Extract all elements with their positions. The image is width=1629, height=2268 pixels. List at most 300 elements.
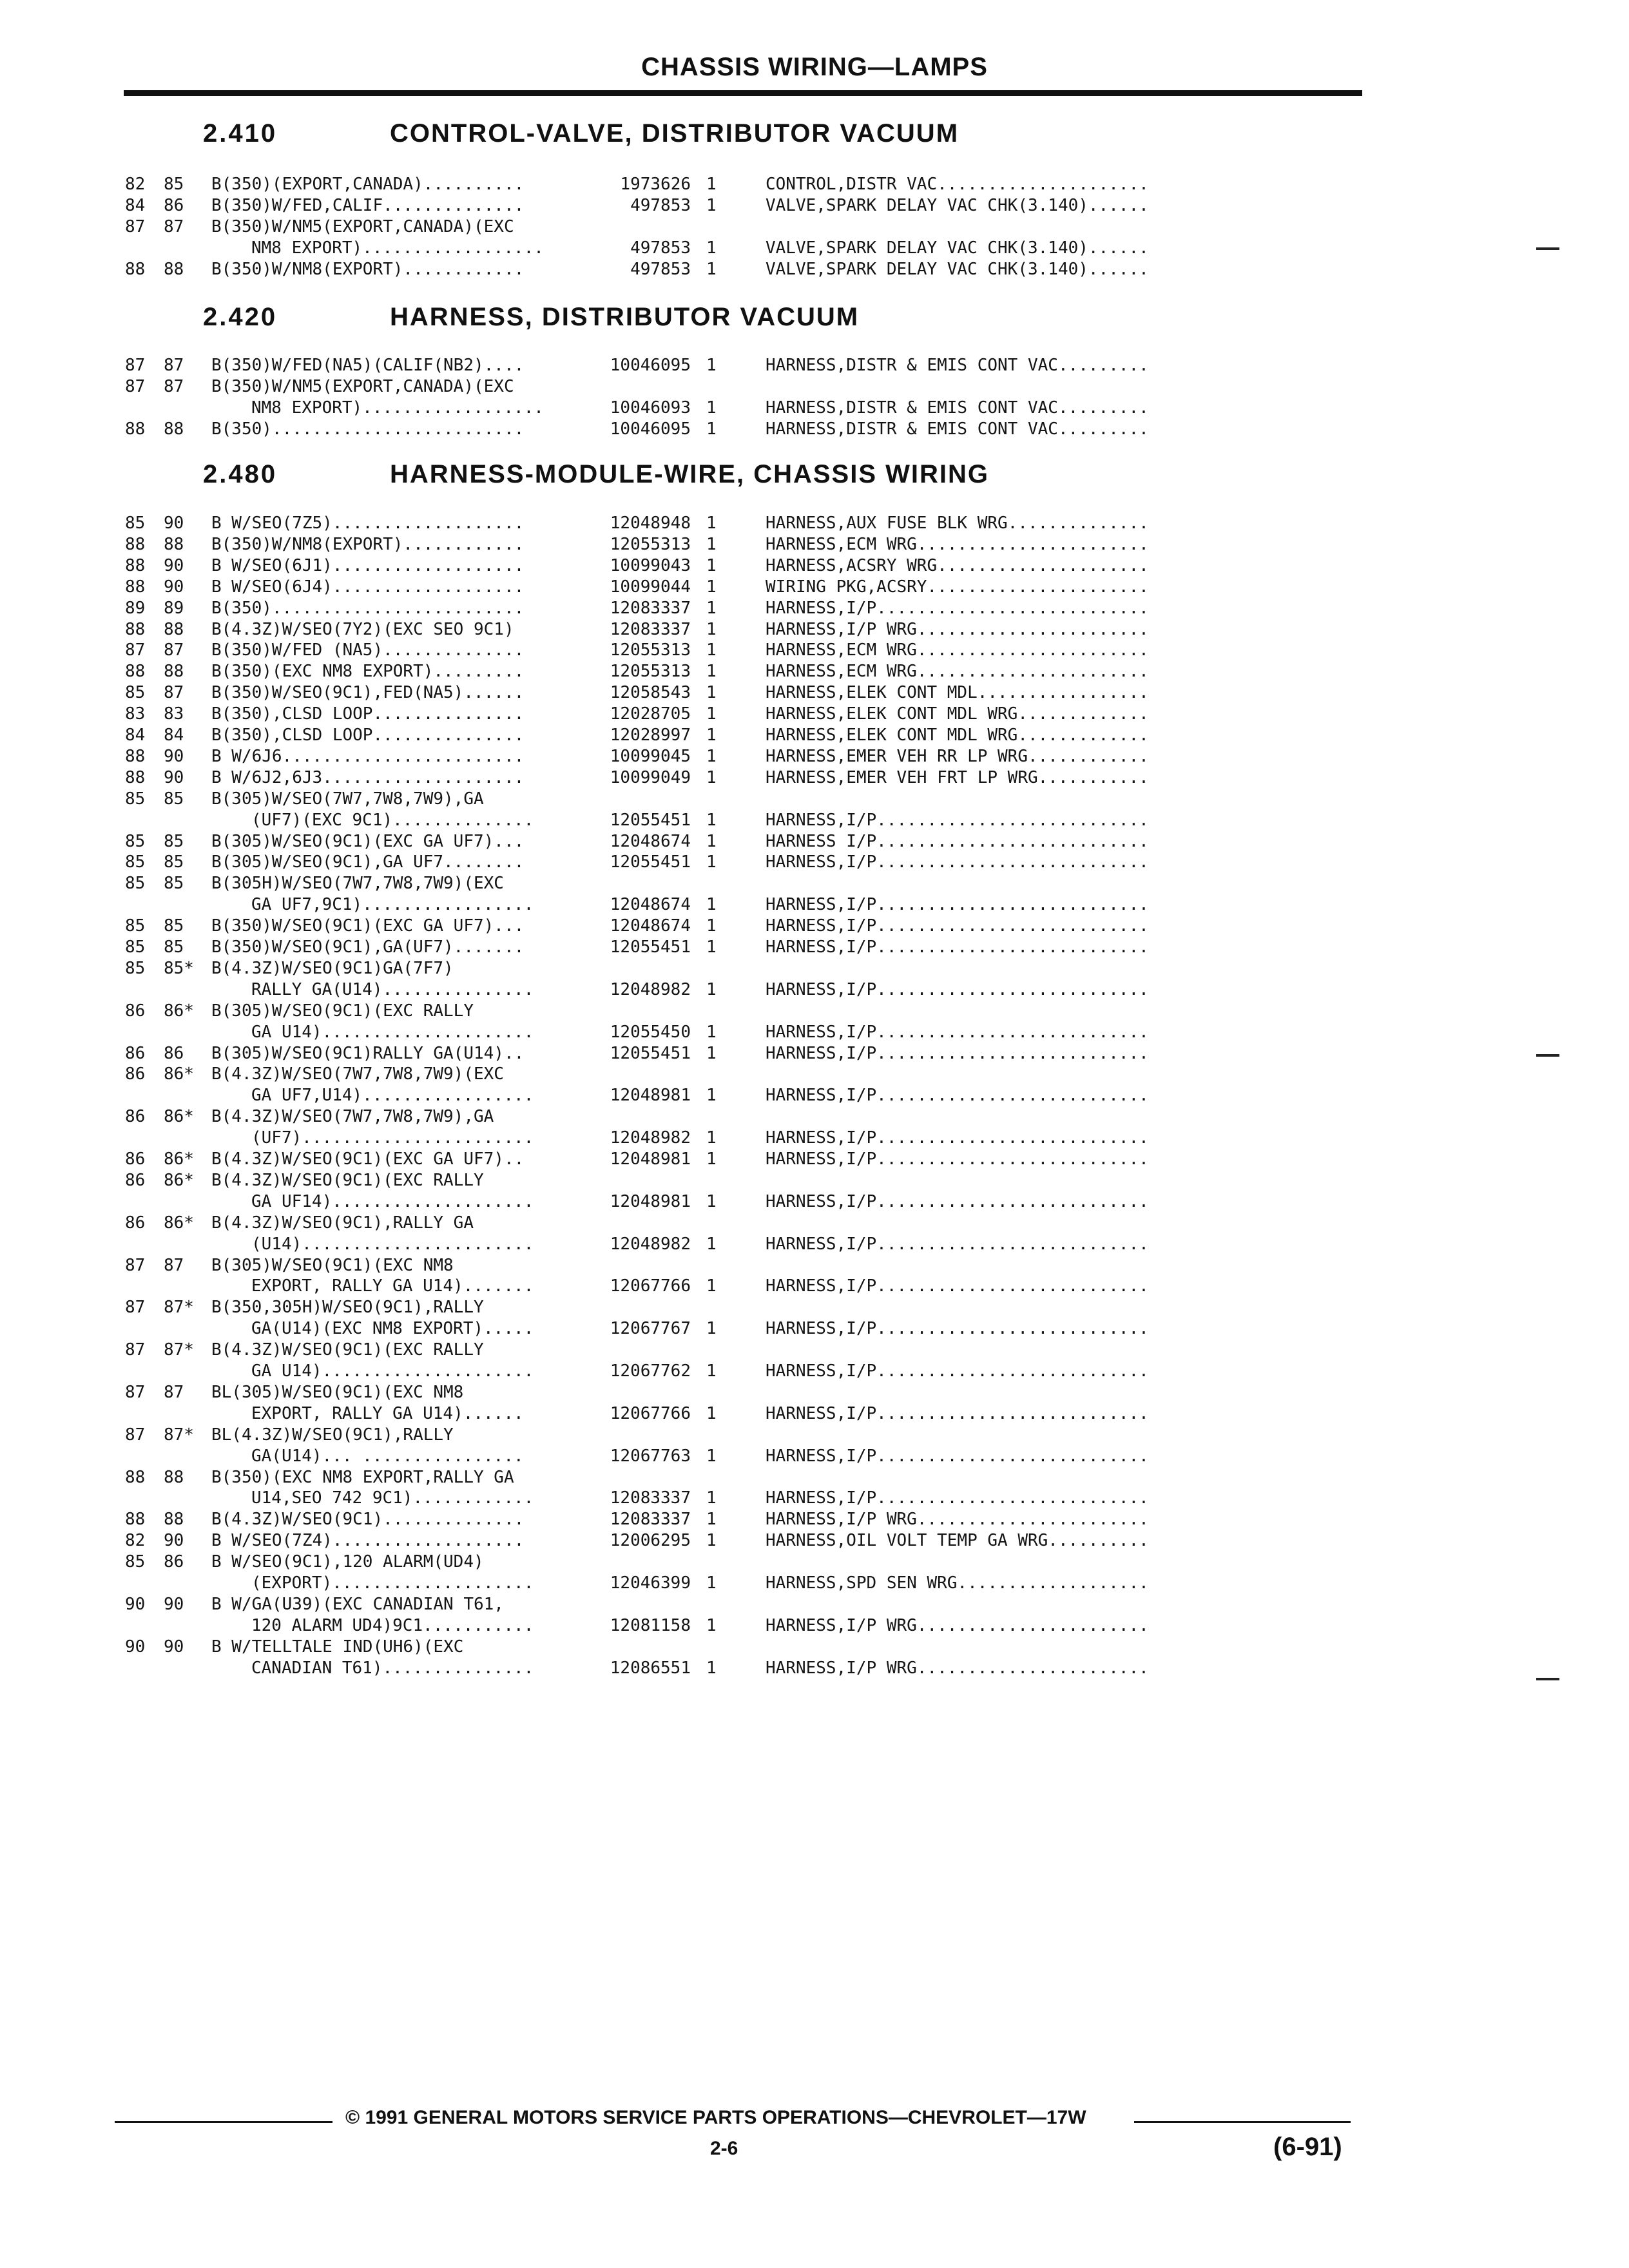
application-description: B(4.3Z)W/SEO(9C1)(EXC RALLY <box>211 1340 484 1360</box>
footer-copyright: © 1991 GENERAL MOTORS SERVICE PARTS OPERATIONS—CHEVROLET—17W <box>345 2107 1086 2128</box>
application-description: B W/6J6........................ <box>211 746 525 766</box>
year-from: 86 <box>125 1001 146 1021</box>
year-to: 85 <box>164 874 184 894</box>
parts-row <box>0 419 1629 440</box>
year-from: 87 <box>125 216 146 236</box>
year-from: 87 <box>125 1340 146 1360</box>
parts-row <box>0 598 1629 619</box>
quantity: 1 <box>706 1086 717 1106</box>
application-description: B(350)W/NM8(EXPORT)............ <box>211 534 525 554</box>
parts-row <box>0 555 1629 577</box>
part-name: HARNESS,I/P........................... <box>766 1276 1149 1296</box>
quantity: 1 <box>706 704 717 724</box>
part-number: 12067762 <box>610 1361 691 1381</box>
parts-row <box>0 1594 1629 1615</box>
application-description: GA UF7,U14)................. <box>251 1086 534 1106</box>
part-name: VALVE,SPARK DELAY VAC CHK(3.140)...... <box>766 238 1149 258</box>
year-to: 87* <box>164 1425 194 1445</box>
year-to: 90 <box>164 746 184 766</box>
parts-row-continuation <box>0 894 1629 916</box>
part-name: HARNESS,ELEK CONT MDL WRG............. <box>766 726 1149 745</box>
application-description: B W/SEO(6J1)................... <box>211 555 525 575</box>
part-number: 12083337 <box>610 1510 691 1530</box>
application-description: EXPORT, RALLY GA U14)....... <box>251 1276 534 1296</box>
year-from: 84 <box>125 195 146 215</box>
part-number: 12048981 <box>610 1191 691 1211</box>
parts-row <box>0 1509 1629 1530</box>
margin-tick-mark <box>1536 1054 1559 1057</box>
year-from: 83 <box>125 704 146 724</box>
part-number: 12083337 <box>610 598 691 618</box>
parts-row-continuation <box>0 1615 1629 1637</box>
year-to: 86* <box>164 1001 194 1021</box>
year-to: 88 <box>164 259 184 279</box>
year-from: 86 <box>125 1043 146 1063</box>
section-number: 2.420 <box>203 303 278 331</box>
parts-row-continuation <box>0 1488 1629 1509</box>
parts-row <box>0 1001 1629 1022</box>
year-from: 87 <box>125 356 146 375</box>
part-number: 12055313 <box>610 534 691 554</box>
part-number: 12048982 <box>610 1234 691 1254</box>
part-number: 497853 <box>630 238 691 258</box>
parts-row <box>0 513 1629 534</box>
year-to: 86 <box>164 195 184 215</box>
part-number: 12046399 <box>610 1573 691 1593</box>
quantity: 1 <box>706 683 717 703</box>
application-description: U14,SEO 742 9C1)............ <box>251 1488 534 1508</box>
year-from: 87 <box>125 640 146 660</box>
footer-rule-left <box>115 2121 333 2123</box>
part-name: HARNESS,ECM WRG....................... <box>766 534 1149 554</box>
year-from: 85 <box>125 514 146 533</box>
year-from: 88 <box>125 555 146 575</box>
application-description: GA(U14)(EXC NM8 EXPORT)..... <box>251 1319 534 1339</box>
part-name: WIRING PKG,ACSRY...................... <box>766 577 1149 597</box>
year-to: 87 <box>164 376 184 396</box>
parts-row <box>0 873 1629 894</box>
quantity: 1 <box>706 810 717 830</box>
year-from: 86 <box>125 1064 146 1084</box>
part-number: 12048981 <box>610 1086 691 1106</box>
application-description: B(4.3Z)W/SEO(7W7,7W8,7W9),GA <box>211 1107 494 1127</box>
quantity: 1 <box>706 1615 717 1635</box>
quantity: 1 <box>706 1191 717 1211</box>
year-from: 88 <box>125 259 146 279</box>
part-name: VALVE,SPARK DELAY VAC CHK(3.140)...... <box>766 195 1149 215</box>
quantity: 1 <box>706 577 717 597</box>
application-description: B(350)(EXC NM8 EXPORT,RALLY GA <box>211 1467 514 1487</box>
parts-row <box>0 1425 1629 1446</box>
year-to: 90 <box>164 1531 184 1551</box>
part-name: HARNESS,AUX FUSE BLK WRG.............. <box>766 514 1149 533</box>
parts-row-continuation <box>0 1446 1629 1467</box>
part-number: 12086551 <box>610 1658 691 1678</box>
part-name: HARNESS I/P........................... <box>766 831 1149 851</box>
application-description: B W/SEO(9C1),120 ALARM(UD4) <box>211 1552 484 1572</box>
part-number: 12055313 <box>610 662 691 682</box>
year-from: 88 <box>125 577 146 597</box>
quantity: 1 <box>706 895 717 915</box>
quantity: 1 <box>706 916 717 936</box>
application-description: BL(305)W/SEO(9C1)(EXC NM8 <box>211 1382 464 1402</box>
application-description: B(350)W/SEO(9C1),FED(NA5)...... <box>211 683 525 703</box>
part-name: HARNESS,DISTR & EMIS CONT VAC......... <box>766 356 1149 375</box>
application-description: B(4.3Z)W/SEO(9C1)(EXC RALLY <box>211 1170 484 1190</box>
year-to: 90 <box>164 767 184 787</box>
application-description: CANADIAN T61)............... <box>251 1658 534 1678</box>
parts-row-continuation <box>0 1191 1629 1213</box>
application-description: NM8 EXPORT).................. <box>251 238 544 258</box>
part-name: HARNESS,I/P........................... <box>766 1403 1149 1423</box>
part-number: 10046095 <box>610 419 691 439</box>
year-to: 86 <box>164 1043 184 1063</box>
part-number: 12083337 <box>610 1488 691 1508</box>
part-name: HARNESS,EMER VEH FRT LP WRG........... <box>766 767 1149 787</box>
year-to: 90 <box>164 514 184 533</box>
parts-row <box>0 174 1629 195</box>
year-to: 86* <box>164 1170 194 1190</box>
parts-row-continuation <box>0 238 1629 259</box>
year-from: 87 <box>125 1425 146 1445</box>
year-to: 88 <box>164 534 184 554</box>
parts-row <box>0 577 1629 598</box>
year-from: 86 <box>125 1170 146 1190</box>
quantity: 1 <box>706 937 717 957</box>
part-name: HARNESS,I/P WRG....................... <box>766 1658 1149 1678</box>
parts-row-continuation <box>0 979 1629 1001</box>
part-name: HARNESS,I/P........................... <box>766 1319 1149 1339</box>
application-description: B(350)(EXC NM8 EXPORT)......... <box>211 662 525 682</box>
year-from: 87 <box>125 1382 146 1402</box>
year-to: 90 <box>164 555 184 575</box>
title-rule <box>124 90 1362 96</box>
part-name: HARNESS,I/P........................... <box>766 1361 1149 1381</box>
part-number: 10099045 <box>610 746 691 766</box>
part-name: HARNESS,EMER VEH RR LP WRG............ <box>766 746 1149 766</box>
part-name: HARNESS,I/P........................... <box>766 810 1149 830</box>
application-description: B(305)W/SEO(9C1)(EXC GA UF7)... <box>211 831 525 851</box>
application-description: GA UF7,9C1)................. <box>251 895 534 915</box>
parts-row <box>0 195 1629 216</box>
part-number: 10046093 <box>610 398 691 418</box>
year-from: 90 <box>125 1594 146 1614</box>
parts-row <box>0 916 1629 937</box>
part-number: 12048982 <box>610 1128 691 1148</box>
year-to: 88 <box>164 1510 184 1530</box>
year-from: 88 <box>125 619 146 639</box>
quantity: 1 <box>706 259 717 279</box>
part-name: HARNESS,SPD SEN WRG................... <box>766 1573 1149 1593</box>
application-description: B(350)W/FED (NA5).............. <box>211 640 525 660</box>
parts-row <box>0 1340 1629 1361</box>
parts-row <box>0 937 1629 958</box>
quantity: 1 <box>706 1573 717 1593</box>
part-number: 1973626 <box>620 175 691 194</box>
part-number: 12083337 <box>610 619 691 639</box>
section-title: HARNESS-MODULE-WIRE, CHASSIS WIRING <box>390 460 989 488</box>
margin-tick-mark <box>1536 247 1559 250</box>
parts-row-continuation <box>0 1361 1629 1382</box>
application-description: (UF7)....................... <box>251 1128 534 1148</box>
part-name: HARNESS,I/P........................... <box>766 979 1149 999</box>
year-to: 85 <box>164 916 184 936</box>
parts-row <box>0 682 1629 704</box>
application-description: B(305)W/SEO(9C1)(EXC NM8 <box>211 1255 454 1275</box>
quantity: 1 <box>706 1531 717 1551</box>
parts-row <box>0 767 1629 789</box>
part-number: 12055313 <box>610 640 691 660</box>
page-number: 2-6 <box>710 2138 738 2159</box>
parts-row <box>0 1106 1629 1128</box>
parts-row <box>0 1297 1629 1318</box>
parts-row <box>0 1064 1629 1085</box>
year-from: 90 <box>125 1637 146 1657</box>
part-number: 10046095 <box>610 356 691 375</box>
year-to: 90 <box>164 577 184 597</box>
year-to: 87 <box>164 1382 184 1402</box>
parts-row <box>0 259 1629 280</box>
revision-date: (6-91) <box>1273 2133 1342 2161</box>
part-name: HARNESS,I/P WRG....................... <box>766 1615 1149 1635</box>
part-name: HARNESS,I/P........................... <box>766 1446 1149 1466</box>
part-name: HARNESS,I/P........................... <box>766 916 1149 936</box>
year-from: 85 <box>125 916 146 936</box>
year-to: 85 <box>164 175 184 194</box>
year-to: 86* <box>164 1149 194 1169</box>
part-number: 12048981 <box>610 1149 691 1169</box>
year-to: 90 <box>164 1594 184 1614</box>
parts-row <box>0 1213 1629 1234</box>
year-to: 86* <box>164 1213 194 1233</box>
application-description: B W/SEO(7Z5)................... <box>211 514 525 533</box>
quantity: 1 <box>706 1446 717 1466</box>
quantity: 1 <box>706 619 717 639</box>
section-number: 2.480 <box>203 460 278 488</box>
application-description: NM8 EXPORT).................. <box>251 398 544 418</box>
year-to: 86 <box>164 1552 184 1572</box>
year-from: 86 <box>125 1149 146 1169</box>
year-from: 87 <box>125 1255 146 1275</box>
part-number: 12055451 <box>610 810 691 830</box>
application-description: GA UF14).................... <box>251 1191 534 1211</box>
quantity: 1 <box>706 398 717 418</box>
year-to: 88 <box>164 419 184 439</box>
part-name: HARNESS,I/P........................... <box>766 1086 1149 1106</box>
year-to: 85 <box>164 937 184 957</box>
part-name: HARNESS,ECM WRG....................... <box>766 640 1149 660</box>
part-name: HARNESS,I/P........................... <box>766 598 1149 618</box>
parts-row <box>0 789 1629 810</box>
part-name: HARNESS,I/P........................... <box>766 852 1149 872</box>
application-description: B(4.3Z)W/SEO(7W7,7W8,7W9)(EXC <box>211 1064 504 1084</box>
part-name: HARNESS,DISTR & EMIS CONT VAC......... <box>766 398 1149 418</box>
quantity: 1 <box>706 419 717 439</box>
year-from: 85 <box>125 937 146 957</box>
parts-row <box>0 661 1629 682</box>
parts-row <box>0 1382 1629 1403</box>
parts-row <box>0 640 1629 661</box>
application-description: B(350)(EXPORT,CANADA).......... <box>211 175 525 194</box>
year-to: 87* <box>164 1340 194 1360</box>
part-number: 10099049 <box>610 767 691 787</box>
section-title: HARNESS, DISTRIBUTOR VACUUM <box>390 303 860 331</box>
application-description: GA U14)..................... <box>251 1361 534 1381</box>
parts-row <box>0 1255 1629 1276</box>
part-number: 12048674 <box>610 831 691 851</box>
part-name: HARNESS,I/P........................... <box>766 937 1149 957</box>
application-description: B W/6J2,6J3.................... <box>211 767 525 787</box>
part-number: 12048982 <box>610 979 691 999</box>
part-name: HARNESS,I/P........................... <box>766 1234 1149 1254</box>
quantity: 1 <box>706 1043 717 1063</box>
quantity: 1 <box>706 979 717 999</box>
part-number: 12055451 <box>610 1043 691 1063</box>
quantity: 1 <box>706 175 717 194</box>
year-from: 88 <box>125 419 146 439</box>
year-to: 89 <box>164 598 184 618</box>
application-description: B(350),CLSD LOOP............... <box>211 726 525 745</box>
parts-row-continuation <box>0 1022 1629 1043</box>
quantity: 1 <box>706 534 717 554</box>
year-to: 83 <box>164 704 184 724</box>
quantity: 1 <box>706 195 717 215</box>
part-number: 10099044 <box>610 577 691 597</box>
year-from: 88 <box>125 1467 146 1487</box>
parts-row <box>0 725 1629 746</box>
part-name: HARNESS,OIL VOLT TEMP GA WRG.......... <box>766 1531 1149 1551</box>
parts-row <box>0 355 1629 376</box>
parts-row-continuation <box>0 1658 1629 1679</box>
parts-row-continuation <box>0 1276 1629 1297</box>
parts-row <box>0 1170 1629 1191</box>
quantity: 1 <box>706 1361 717 1381</box>
page-title: CHASSIS WIRING—LAMPS <box>641 53 988 81</box>
parts-row <box>0 1149 1629 1170</box>
year-to: 85 <box>164 831 184 851</box>
year-from: 85 <box>125 831 146 851</box>
application-description: B(350)W/FED(NA5)(CALIF(NB2).... <box>211 356 525 375</box>
quantity: 1 <box>706 1488 717 1508</box>
year-to: 87 <box>164 216 184 236</box>
application-description: (EXPORT).................... <box>251 1573 534 1593</box>
quantity: 1 <box>706 1658 717 1678</box>
quantity: 1 <box>706 238 717 258</box>
quantity: 1 <box>706 767 717 787</box>
year-to: 85 <box>164 789 184 809</box>
year-from: 86 <box>125 1107 146 1127</box>
parts-row <box>0 958 1629 979</box>
year-to: 84 <box>164 726 184 745</box>
year-from: 85 <box>125 789 146 809</box>
application-description: B(350)W/NM5(EXPORT,CANADA)(EXC <box>211 376 514 396</box>
part-name: HARNESS,I/P........................... <box>766 1043 1149 1063</box>
parts-row <box>0 1637 1629 1658</box>
application-description: B(4.3Z)W/SEO(7Y2)(EXC SEO 9C1) <box>211 619 514 639</box>
parts-row <box>0 704 1629 725</box>
parts-row <box>0 831 1629 852</box>
part-name: HARNESS,ELEK CONT MDL WRG............. <box>766 704 1149 724</box>
application-description: B(350)W/SEO(9C1)(EXC GA UF7)... <box>211 916 525 936</box>
application-description: B(305)W/SEO(9C1)(EXC RALLY <box>211 1001 474 1021</box>
year-to: 86* <box>164 1107 194 1127</box>
year-to: 87 <box>164 640 184 660</box>
quantity: 1 <box>706 1510 717 1530</box>
quantity: 1 <box>706 831 717 851</box>
part-name: HARNESS,I/P WRG....................... <box>766 619 1149 639</box>
application-description: GA(U14)... ................ <box>251 1446 524 1466</box>
year-from: 88 <box>125 534 146 554</box>
application-description: RALLY GA(U14)............... <box>251 979 534 999</box>
quantity: 1 <box>706 640 717 660</box>
year-from: 89 <box>125 598 146 618</box>
year-from: 87 <box>125 376 146 396</box>
parts-row <box>0 852 1629 873</box>
parts-row <box>0 1467 1629 1488</box>
part-number: 12055451 <box>610 937 691 957</box>
part-name: HARNESS,I/P........................... <box>766 1149 1149 1169</box>
parts-row-continuation <box>0 810 1629 831</box>
year-to: 87 <box>164 1255 184 1275</box>
application-description: B(350),CLSD LOOP............... <box>211 704 525 724</box>
application-description: B W/TELLTALE IND(UH6)(EXC <box>211 1637 464 1657</box>
part-number: 12081158 <box>610 1615 691 1635</box>
part-number: 12048674 <box>610 916 691 936</box>
parts-row <box>0 1530 1629 1552</box>
parts-row <box>0 1552 1629 1573</box>
margin-tick-mark <box>1536 1678 1559 1680</box>
application-description: EXPORT, RALLY GA U14)...... <box>251 1403 524 1423</box>
application-description: B(350)W/FED,CALIF.............. <box>211 195 525 215</box>
year-from: 85 <box>125 958 146 978</box>
application-description: B(305)W/SEO(7W7,7W8,7W9),GA <box>211 789 484 809</box>
parts-row-continuation <box>0 1128 1629 1149</box>
part-number: 12006295 <box>610 1531 691 1551</box>
application-description: B(4.3Z)W/SEO(9C1).............. <box>211 1510 525 1530</box>
year-from: 88 <box>125 662 146 682</box>
year-from: 88 <box>125 746 146 766</box>
parts-row-continuation <box>0 1085 1629 1106</box>
application-description: B(350,305H)W/SEO(9C1),RALLY <box>211 1298 484 1318</box>
part-number: 12028705 <box>610 704 691 724</box>
quantity: 1 <box>706 1403 717 1423</box>
parts-row-continuation <box>0 398 1629 419</box>
quantity: 1 <box>706 726 717 745</box>
year-from: 88 <box>125 767 146 787</box>
year-to: 87 <box>164 356 184 375</box>
section-title: CONTROL-VALVE, DISTRIBUTOR VACUUM <box>390 119 959 148</box>
parts-row-continuation <box>0 1573 1629 1594</box>
part-name: HARNESS,I/P........................... <box>766 1128 1149 1148</box>
application-description: B W/SEO(7Z4)................... <box>211 1531 525 1551</box>
quantity: 1 <box>706 1319 717 1339</box>
application-description: (UF7)(EXC 9C1).............. <box>251 810 534 830</box>
application-description: BL(4.3Z)W/SEO(9C1),RALLY <box>211 1425 454 1445</box>
year-from: 88 <box>125 1510 146 1530</box>
part-number: 497853 <box>630 195 691 215</box>
footer-rule-right <box>1134 2121 1351 2123</box>
year-to: 88 <box>164 619 184 639</box>
quantity: 1 <box>706 662 717 682</box>
application-description: B(350)W/NM5(EXPORT,CANADA)(EXC <box>211 216 514 236</box>
year-to: 90 <box>164 1637 184 1657</box>
year-from: 86 <box>125 1213 146 1233</box>
application-description: B(305H)W/SEO(7W7,7W8,7W9)(EXC <box>211 874 504 894</box>
part-number: 12055450 <box>610 1022 691 1042</box>
quantity: 1 <box>706 746 717 766</box>
application-description: 120 ALARM UD4)9C1........... <box>251 1615 534 1635</box>
quantity: 1 <box>706 356 717 375</box>
